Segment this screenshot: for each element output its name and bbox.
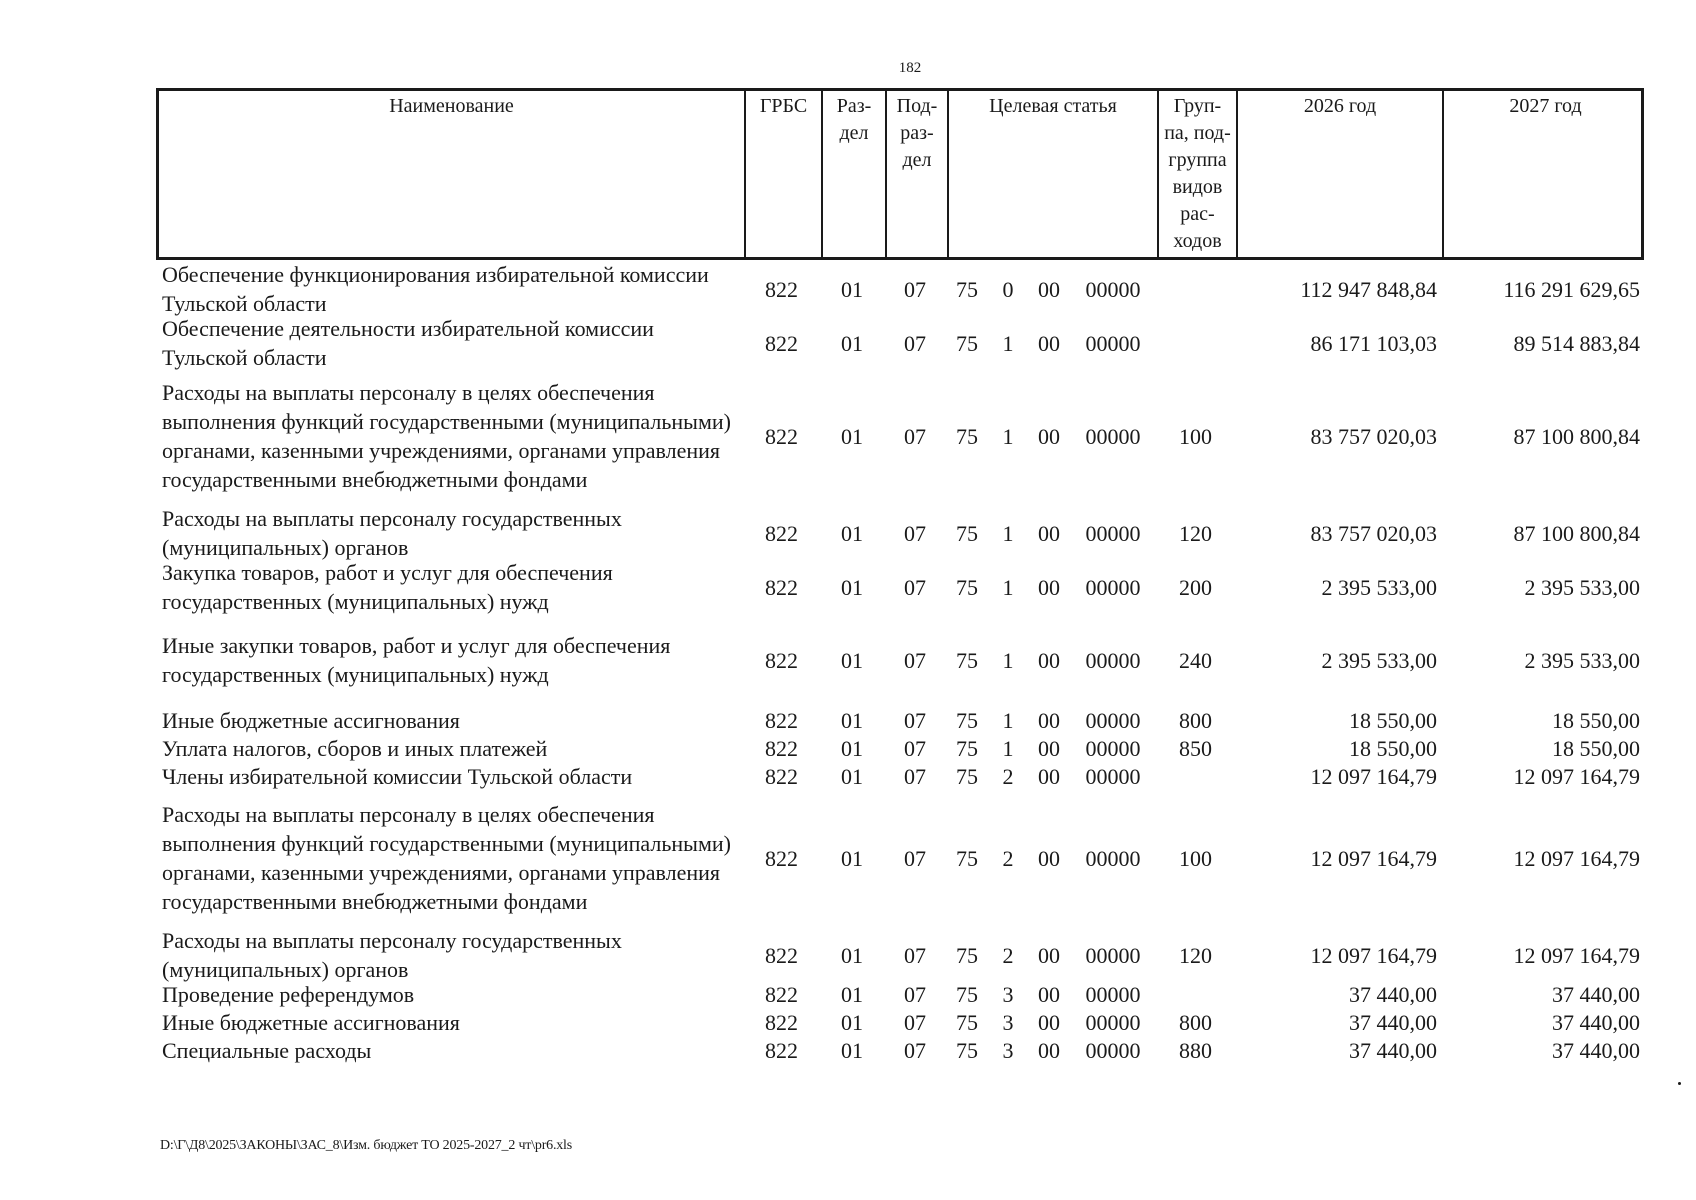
row-razdel: 01 [841,276,863,302]
row-name: Уплата налогов, сборов и иных платежей [162,736,548,761]
row-amount-2027: 89 514 883,84 [1513,330,1640,356]
row-target-1: 75 [956,764,978,789]
row-name: Иные закупки товаров, работ и услуг для обеспечения государственных (муниципальных) нужд [162,633,671,687]
row-name: Обеспечение деятельности избирательной комиссии Тульской области [162,316,654,370]
row-razdel: 01 [841,330,863,356]
row-target-4: 00000 [1085,764,1141,789]
row-grbs: 822 [765,708,798,733]
header-2026: 2026 год [1238,91,1444,257]
row-expense-group: 850 [1179,736,1212,761]
row-target-2: 0 [1002,276,1014,302]
row-target-3: 00 [1038,942,1060,968]
row-target-1: 75 [956,423,978,449]
row-expense-group: 800 [1179,1010,1212,1035]
row-podrazdel: 07 [904,574,926,600]
row-target-1: 75 [956,942,978,968]
row-target-4: 00000 [1085,708,1141,733]
row-podrazdel: 07 [904,330,926,356]
row-target-4: 00000 [1085,520,1141,546]
row-podrazdel: 07 [904,942,926,968]
row-target-2: 3 [1002,1010,1014,1035]
table-row [156,980,1644,1008]
table-row [156,504,1644,558]
row-amount-2027: 37 440,00 [1552,982,1640,1007]
row-target-1: 75 [956,276,978,302]
row-grbs: 822 [765,423,798,449]
row-amount-2027: 116 291 629,65 [1503,276,1640,302]
table-row [156,790,1644,926]
row-amount-2026: 83 757 020,03 [1310,520,1437,546]
row-amount-2026: 12 097 164,79 [1310,764,1437,789]
row-razdel: 01 [841,982,863,1007]
row-name: Расходы на выплаты персоналу в целях обеспечения выполнения функций государственными (муниципальными) органами, казенными учреждениями, органами управления государственными внебюджетными фондами [162,802,731,914]
row-podrazdel: 07 [904,982,926,1007]
row-target-3: 00 [1038,520,1060,546]
row-grbs: 822 [765,845,798,871]
row-target-4: 00000 [1085,330,1141,356]
row-target-2: 1 [1002,736,1014,761]
row-name: Проведение референдумов [162,982,415,1007]
header-podrazdel: Под- раз- дел [887,91,949,257]
row-grbs: 822 [765,520,798,546]
scan-speck [1678,1082,1681,1085]
row-amount-2027: 87 100 800,84 [1513,423,1640,449]
row-target-2: 2 [1002,942,1014,968]
table-header [156,88,1644,260]
row-expense-group: 240 [1179,647,1212,673]
row-amount-2026: 18 550,00 [1349,708,1437,733]
row-amount-2027: 12 097 164,79 [1513,764,1640,789]
row-podrazdel: 07 [904,736,926,761]
row-target-2: 3 [1002,982,1014,1007]
row-expense-group: 200 [1179,574,1212,600]
row-amount-2026: 2 395 533,00 [1321,574,1437,600]
row-target-4: 00000 [1085,423,1141,449]
row-target-3: 00 [1038,1010,1060,1035]
row-amount-2027: 2 395 533,00 [1524,647,1640,673]
row-expense-group: 120 [1179,942,1212,968]
row-amount-2027: 37 440,00 [1552,1010,1640,1035]
row-target-1: 75 [956,330,978,356]
row-target-3: 00 [1038,708,1060,733]
row-target-4: 00000 [1085,647,1141,673]
row-amount-2027: 18 550,00 [1552,736,1640,761]
row-target-4: 00000 [1085,1038,1141,1063]
row-razdel: 01 [841,708,863,733]
row-target-3: 00 [1038,845,1060,871]
row-target-3: 00 [1038,647,1060,673]
table-row [156,1008,1644,1036]
row-target-4: 00000 [1085,276,1141,302]
row-name: Закупка товаров, работ и услуг для обеспечения государственных (муниципальных) нужд [162,560,613,614]
row-target-3: 00 [1038,423,1060,449]
row-expense-group: 100 [1179,845,1212,871]
row-target-1: 75 [956,647,978,673]
row-target-2: 1 [1002,574,1014,600]
row-razdel: 01 [841,647,863,673]
row-razdel: 01 [841,736,863,761]
page-number: 182 [898,60,922,76]
row-grbs: 822 [765,942,798,968]
row-target-3: 00 [1038,574,1060,600]
table-row [156,620,1644,700]
row-amount-2026: 37 440,00 [1349,1038,1437,1063]
row-target-2: 2 [1002,845,1014,871]
table-row [156,314,1644,368]
row-amount-2026: 83 757 020,03 [1310,423,1437,449]
row-amount-2026: 86 171 103,03 [1310,330,1437,356]
row-amount-2026: 37 440,00 [1349,982,1437,1007]
row-amount-2026: 112 947 848,84 [1300,276,1437,302]
row-amount-2026: 18 550,00 [1349,736,1437,761]
footer-file-path: D:\Г\Д8\2025\ЗАКОНЫ\ЗАС_8\Изм. бюджет ТО 2025-2027_2 чт\pr6.xls [160,1138,572,1153]
row-target-2: 2 [1002,764,1014,789]
row-target-2: 3 [1002,1038,1014,1063]
row-grbs: 822 [765,276,798,302]
row-podrazdel: 07 [904,276,926,302]
row-target-2: 1 [1002,708,1014,733]
row-name: Иные бюджетные ассигнования [162,708,460,733]
row-amount-2026: 12 097 164,79 [1310,845,1437,871]
row-amount-2026: 12 097 164,79 [1310,942,1437,968]
row-target-3: 00 [1038,764,1060,789]
row-target-4: 00000 [1085,574,1141,600]
row-amount-2026: 2 395 533,00 [1321,647,1437,673]
row-grbs: 822 [765,1038,798,1063]
row-amount-2027: 12 097 164,79 [1513,845,1640,871]
row-podrazdel: 07 [904,845,926,871]
table-body [156,260,1644,1064]
row-target-3: 00 [1038,276,1060,302]
row-podrazdel: 07 [904,1010,926,1035]
row-podrazdel: 07 [904,520,926,546]
row-grbs: 822 [765,764,798,789]
row-podrazdel: 07 [904,708,926,733]
row-grbs: 822 [765,736,798,761]
row-razdel: 01 [841,520,863,546]
row-grbs: 822 [765,574,798,600]
header-2027: 2027 год [1509,95,1582,117]
row-amount-2027: 12 097 164,79 [1513,942,1640,968]
row-target-1: 75 [956,845,978,871]
row-razdel: 01 [841,574,863,600]
row-target-1: 75 [956,574,978,600]
row-name: Члены избирательной комиссии Тульской области [162,764,633,789]
row-target-1: 75 [956,1010,978,1035]
row-target-3: 00 [1038,736,1060,761]
table-row [156,1036,1644,1064]
row-podrazdel: 07 [904,423,926,449]
row-amount-2027: 87 100 800,84 [1513,520,1640,546]
row-grbs: 822 [765,330,798,356]
row-razdel: 01 [841,1038,863,1063]
row-target-2: 1 [1002,520,1014,546]
row-podrazdel: 07 [904,647,926,673]
row-podrazdel: 07 [904,764,926,789]
row-razdel: 01 [841,942,863,968]
row-target-4: 00000 [1085,982,1141,1007]
row-expense-group: 100 [1179,423,1212,449]
row-target-3: 00 [1038,330,1060,356]
row-name: Специальные расходы [162,1038,372,1063]
row-razdel: 01 [841,764,863,789]
table-row [156,926,1644,980]
row-amount-2027: 2 395 533,00 [1524,574,1640,600]
row-name: Обеспечение функционирования избирательной комиссии Тульской области [162,262,709,316]
row-razdel: 01 [841,1010,863,1035]
header-name: Наименование [159,91,746,257]
table-row [156,558,1644,612]
budget-table [156,88,1644,1064]
table-row [156,368,1644,504]
row-target-2: 1 [1002,423,1014,449]
header-grbs: ГРБС [746,91,823,257]
row-target-4: 00000 [1085,942,1141,968]
row-amount-2027: 18 550,00 [1552,708,1640,733]
row-target-1: 75 [956,982,978,1007]
row-podrazdel: 07 [904,1038,926,1063]
table-row [156,260,1644,314]
row-grbs: 822 [765,982,798,1007]
row-target-1: 75 [956,1038,978,1063]
row-grbs: 822 [765,647,798,673]
row-expense-group: 120 [1179,520,1212,546]
row-target-3: 00 [1038,1038,1060,1063]
row-expense-group: 800 [1179,708,1212,733]
row-target-4: 00000 [1085,845,1141,871]
table-row [156,706,1644,734]
row-target-2: 1 [1002,330,1014,356]
row-amount-2026: 37 440,00 [1349,1010,1437,1035]
row-name: Расходы на выплаты персоналу в целях обеспечения выполнения функций государственными (муниципальными) органами, казенными учреждениями, органами управления государственными внебюджетными фондами [162,380,731,492]
row-target-4: 00000 [1085,1010,1141,1035]
row-razdel: 01 [841,423,863,449]
table-row [156,734,1644,762]
row-expense-group: 880 [1179,1038,1212,1063]
row-target-4: 00000 [1085,736,1141,761]
row-target-2: 1 [1002,647,1014,673]
header-razdel: Раз- дел [823,91,887,257]
row-razdel: 01 [841,845,863,871]
row-name: Расходы на выплаты персоналу государственных (муниципальных) органов [162,928,622,982]
row-target-3: 00 [1038,982,1060,1007]
row-target-1: 75 [956,736,978,761]
row-grbs: 822 [765,1010,798,1035]
row-amount-2027: 37 440,00 [1552,1038,1640,1063]
row-name: Расходы на выплаты персоналу государственных (муниципальных) органов [162,506,622,560]
header-target-article: Целевая статья [949,91,1159,257]
row-target-1: 75 [956,520,978,546]
header-expense-group: Груп- па, под- группа видов рас- ходов [1159,91,1238,257]
table-row [156,762,1644,790]
row-target-1: 75 [956,708,978,733]
row-name: Иные бюджетные ассигнования [162,1010,460,1035]
